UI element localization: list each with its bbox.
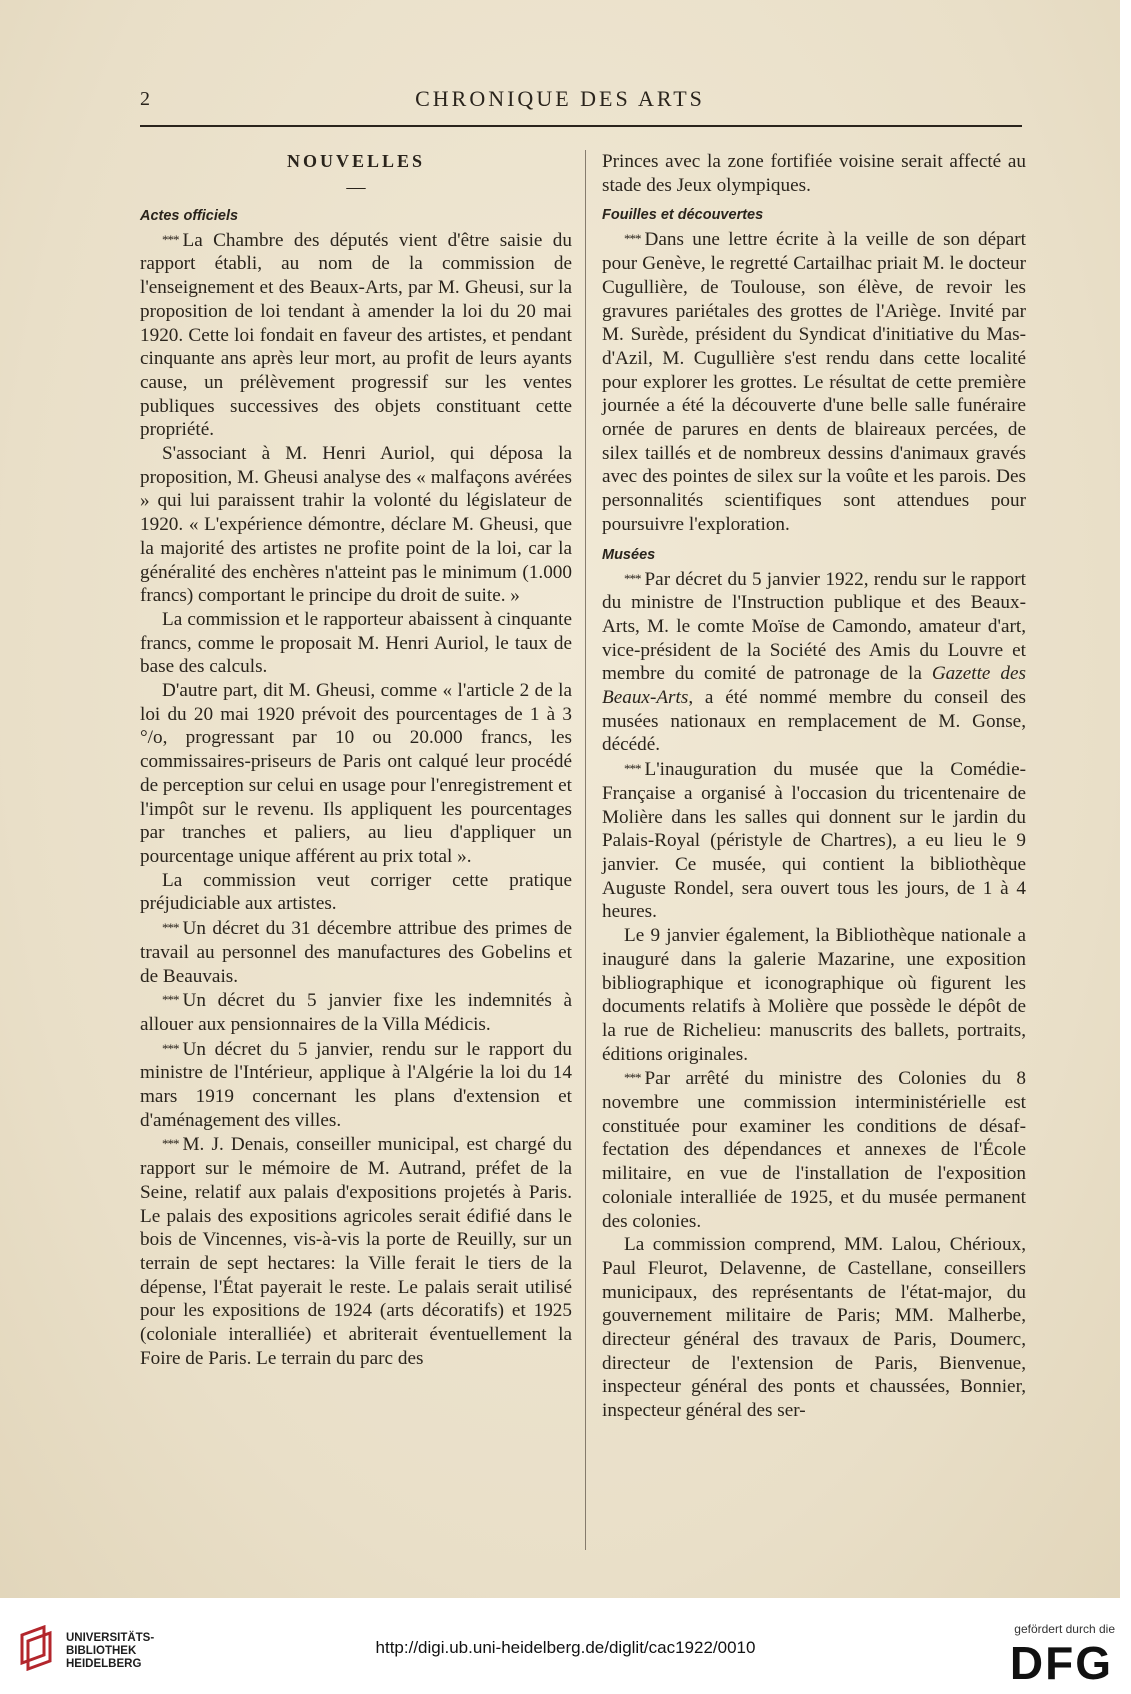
column-divider (585, 150, 586, 1550)
paragraph: *** L'inauguration du musée que la Comédie-Française a organisé à l'occasion du tricentenaire de Molière dans les salles qui donnent sur le jardin du Palais-Royal (péristyle de Chartres), a eu lieu le 9 janvier. Ce musée, qui contient la bibliothèque Auguste Rondel, sera ouvert tous les jours, de 1 à 4 heures. (602, 759, 1026, 923)
paragraph: *** Un décret du 31 décembre attribue des primes de travail au personnel des manufactures des Gobelins et de Beauvais. (140, 918, 572, 987)
header-rule (140, 125, 1022, 127)
paragraph: *** Par arrêté du ministre des Colonies du 8 novembre une commission interministérielle est constituée pour examiner les conditions de désaffectation des dépendances et annexes de l'École militaire, en vue de l'installation de l'exposition coloniale interalliée de 1925, et du musée permanent des colonies. (602, 1068, 1026, 1232)
rubric-musees: Musées (602, 546, 656, 563)
paragraph: La commission et le rapporteur abaissent à cinquante francs, comme le proposait M. Henri Auriol, le taux de base des calculs. (140, 608, 572, 678)
permalink[interactable]: http://digi.ub.uni-heidelberg.de/diglit/cac1922/0010 (375, 1638, 756, 1657)
paragraph: *** Par décret du 5 janvier 1922, rendu sur le rapport du ministre de l'Instruction publique et des Beaux-Arts, M. le comte Moïse de Camondo, amateur d'art, vice-président de la Société des Amis du Louvre et membre du comité de patronage de la Gazette des Beaux-Arts, a été nommé membre du conseil des musées nationaux en remplacement de M. Gonse, décédé. (602, 568, 1026, 756)
library-name: UNIVERSITÄTS- BIBLIOTHEK HEIDELBERG (66, 1632, 155, 1670)
paragraph: *** La Chambre des députés vient d'être saisie du rapport établi, au nom de la commission de l'enseignement et des Beaux-Arts, par M. Gheusi, sur la proposition de loi tendant à amender la loi du 20 mai 1920. Cette loi fondait en faveur des artistes, et pendant cinquante ans après leur mort, au profit de leurs ayants cause, un prélèvement progressif sur les ventes publiques successives des objets constituant cette propriété. (140, 229, 572, 441)
paragraph: *** Un décret du 5 janvier fixe les indemnités à allouer aux pensionnaires de la Villa Médicis. (140, 990, 572, 1035)
asterism-icon: *** (624, 570, 641, 586)
asterism-icon: *** (162, 231, 179, 247)
paragraph: *** Un décret du 5 janvier, rendu sur le rapport du ministre de l'Intérieur, applique à l'Algérie la loi du 14 mars 1919 concernant les plans d'extension et d'aménagement des villes. (140, 1038, 572, 1131)
paragraph: D'autre part, dit M. Gheusi, comme « l'article 2 de la loi du 20 mai 1920 prévoit des pourcentages de 1 à 3 °/o, progressant par 10 ou 20.000 francs, les commissaires-priseurs de Paris ont calqué leur procédé de perception sur celui en usage pour l'enregistrement et l'impôt sur le revenu. Ils appliquent les pourcentages par tranches et paliers, au lieu d'appliquer un pourcentage unique afférent au prix total ». (140, 680, 572, 867)
asterism-icon: *** (624, 1070, 641, 1086)
rubric-fouilles: Fouilles et découvertes (602, 207, 764, 224)
rubric-actes-officiels: Actes officiels (140, 207, 239, 224)
page-number: 2 (140, 88, 150, 110)
paragraph-continued: Princes avec la zone fortifiée voisine serait affecté au stade des Jeux olympiques. (602, 151, 1026, 196)
asterism-icon: *** (624, 231, 641, 247)
asterism-icon: *** (162, 992, 179, 1008)
asterism-icon: *** (162, 1040, 179, 1056)
section-title: NOUVELLES (286, 151, 426, 171)
running-title: CHRONIQUE DES ARTS (415, 86, 705, 111)
title-dash: — (346, 176, 366, 198)
funded-by-label: gefördert durch die (1014, 1622, 1115, 1636)
paragraph: La commission comprend, MM. Lalou, Chérioux, Paul Fleurot, Delavenne, de Castellane, conseillers municipaux, des représentants de l'état-major, du gouvernement militaire de Paris; MM. Malherbe, directeur général des travaux de Paris, Doumerc, directeur de l'extension de Paris, Bienvenue, inspecteur général des ponts et chaussées, Bonnier, inspecteur général des ser- (602, 1234, 1026, 1422)
asterism-icon: *** (162, 920, 179, 936)
paragraph: *** M. J. Denais, conseiller municipal, est chargé du rapport sur le mémoire de M. Autrand, préfet de la Seine, relatif aux palais d'expositions projetés à Paris. Le palais des expositions agricoles serait édifié dans le bois de Vincennes, vis-à-vis la porte de Reuilly, sur un terrain de sept hectares: la Ville ferait le tiers de la dépense, l'État payerait le reste. Le palais serait utilisé pour les expositions de 1924 (arts décoratifs) et 1925 (coloniale interalliée) et abriterait éventuellement la Foire de Paris. Le terrain du parc des (140, 1134, 572, 1369)
paragraph: S'associant à M. Henri Auriol, qui déposa la proposition, M. Gheusi analyse des « malfaçons avérées » qui lui paraissent trahir la volonté du législateur de 1920. « L'expérience démontre, déclare M. Gheusi, que la majorité des artistes ne profite point de la loi, car la généralité des enchères n'atteint pas le minimum (1.000 francs) comportant le principe du droit de suite. » (140, 443, 572, 607)
paragraph: *** Dans une lettre écrite à la veille de son départ pour Genève, le regretté Cartailhac priait M. le docteur Cugullière, de Toulouse, son élève, de revoir les gravures pariétales des grottes de l'Ariège. Invité par M. Surède, président du Syndicat d'initiative du Mas-d'Azil, M. Cugullière s'est rendu dans cette localité pour explorer les grottes. Le résultat de cette première journée a été la découverte d'une belle salle funéraire ornée de parures en dents de blaireaux percées, de silex taillés et de nombreux dessins d'animaux gravés avec des pointes de silex sur la voûte et les parois. Des personnalités scientifiques sont attendues pour poursuivre l'exploration. (602, 229, 1026, 535)
left-column (140, 150, 572, 1370)
right-column (602, 150, 1026, 1423)
asterism-icon: *** (624, 761, 641, 777)
journal-title: Gazette des Beaux-Arts (602, 663, 1026, 709)
asterism-icon: *** (162, 1136, 179, 1152)
paragraph: Le 9 janvier également, la Bibliothèque nationale a inauguré dans la galerie Mazarine, une exposition bibliographique et iconographique où figurent les documents relatifs à Molière que possède le dépôt de la rue de Richelieu: manuscrits des ballets, portraits, éditions originales. (602, 925, 1026, 1065)
paragraph: La commission veut corriger cette pratique préjudiciable aux artistes. (140, 869, 572, 915)
dfg-logo: DFG (1009, 1637, 1113, 1689)
